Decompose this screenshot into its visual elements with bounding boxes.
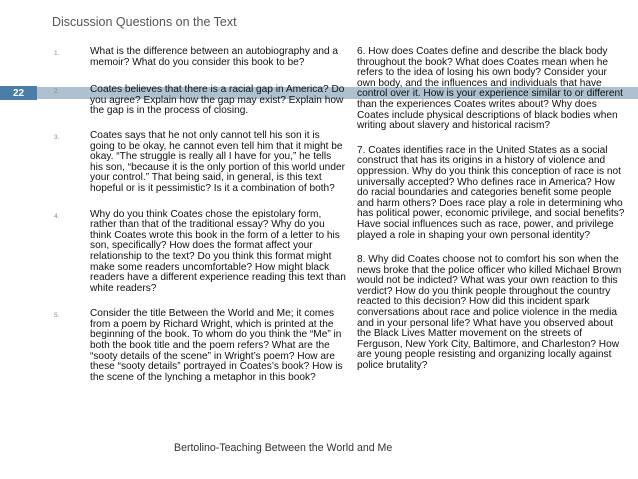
slide-number: 22 [0,86,37,100]
question-item [54,210,346,295]
question-text: 7. Coates identifies race in the United States as a social construct that has its origins in a history of violence and oppression. Why do you think this conception of race is not universally accepted? Who defines race in America? How do racial boundaries and categories benefit some people and harm others? Does race play a role in determining who has political power, economic privilege, and social benefits? Have social influences such as race, power, and privilege played a role in shaping your own personal identity? [357,144,625,241]
question-text: 6. How does Coates define and describe the black body throughout the book? What does Coates mean when he refers to the idea of losing his own body? Consider your own body, and the influences and individuals that have control over it. How is your experience similar to or different than the experiences Coates writes about? Why does Coates include physical descriptions of black bodies when writing about slavery and historical racism? [357,46,623,132]
question-number: 4. [54,212,60,220]
question-number: 3. [54,133,60,141]
question-text: Consider the title Between the World and Me; it comes from a poem by Richard Wright, which is printed at the beginning of the book. To whom do you think the “Me” in both the book title and the poem refers? What are the “sooty details of the scene” in Wright’s poem? How are these “sooty details” portrayed in Coates’s book? How is the scene of the lynching a metaphor in this book? [90,308,343,383]
right-question-column [357,47,627,372]
question-text: Coates believes that there is a racial gap in America? Do you agree? Explain how the gap may exist? Explain how the gap is in the process of closing. [90,84,345,117]
left-question-column [54,47,346,383]
question-number: 1. [54,50,60,57]
question-text: 8. Why did Coates choose not to comfort his son when the news broke that the police officer who killed Michael Brown would not be indicted? What was your own reaction to this verdict? How do you think people throughout the country reacted to this decision? How did this incident spark conversations about race and police violence in the media and in your personal life? What have you observed about the Black Lives Matter movement on the streets of Ferguson, New York City, Baltimore, and Charleston? How are young people resisting and organizing locally against police brutality? [357,254,622,372]
question-item [54,85,346,117]
question-text: What is the difference between an autobiography and a memoir? What do you consider this book to be? [90,46,339,68]
question-item [54,309,346,383]
slide-title: Discussion Questions on the Text [52,15,237,29]
question-text: Coates says that he not only cannot tell his son it is going to be okay, he cannot even tell him that it might be okay. “The struggle is really all I have for you,” he tells his son, “because it is the only portion of this world under your control.” That being said, in general, is this text hopeful or is it pessimistic? Is it a combination of both? [90,129,345,194]
question-item [54,47,346,68]
question-number: 5. [54,312,60,320]
slide-footer: Bertolino-Teaching Between the World and Me [174,442,393,454]
question-item [54,131,346,195]
question-text: Why do you think Coates chose the epistolary form, rather than that of the traditional essay? Why do you think Coates wrote this book in the form of a letter to his son, specifically? How does the format affect your relationship to the text? Do you think this format might make some readers uncomfortable? How might black readers have a different experience reading this text than white readers? [90,208,346,294]
question-number: 2. [54,88,60,96]
